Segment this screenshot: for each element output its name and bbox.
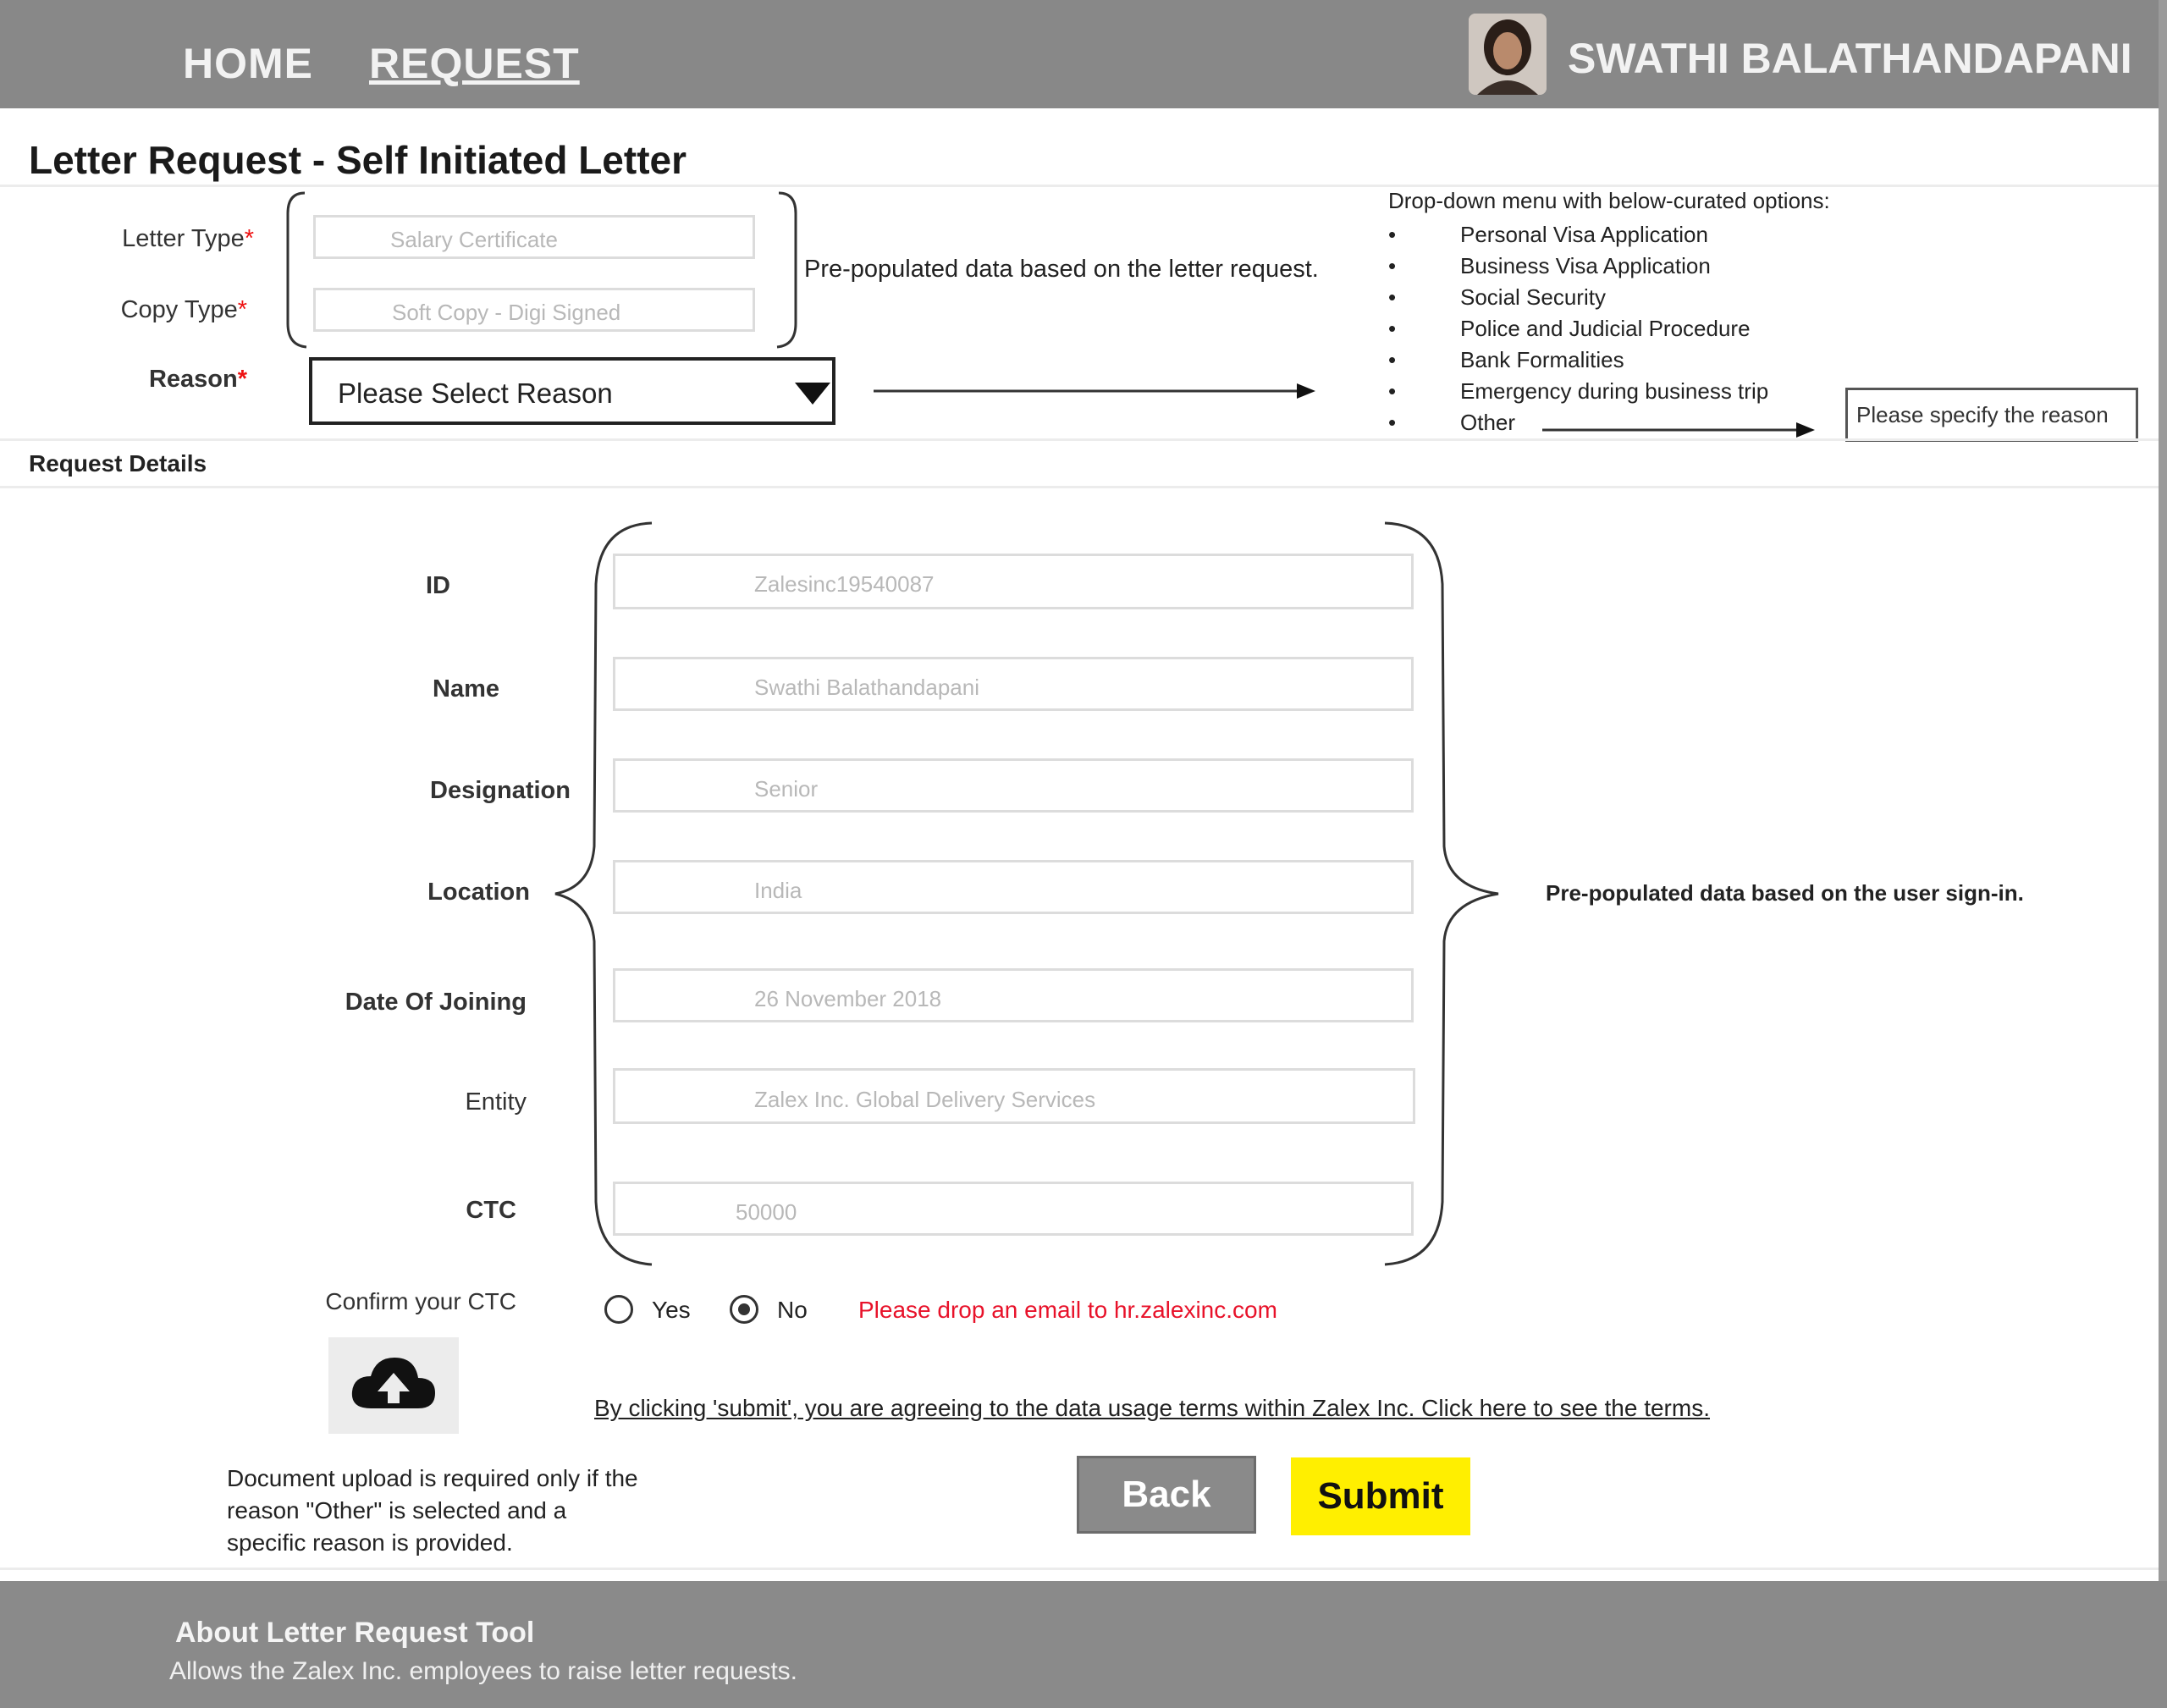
user-avatar[interactable] [1469, 14, 1547, 95]
date-of-joining-label: Date Of Joining [345, 989, 527, 1016]
designation-field[interactable]: Senior [613, 758, 1414, 813]
option-item: • Business Visa Application [1388, 251, 1830, 282]
footer-title: About Letter Request Tool [175, 1617, 535, 1649]
id-label: ID [426, 572, 450, 599]
details-bracket [542, 508, 1524, 1270]
designation-label: Designation [430, 777, 571, 804]
divider [0, 486, 2159, 488]
confirm-ctc-no-label: No [777, 1297, 808, 1323]
arrow-to-options [872, 381, 1321, 401]
submit-button[interactable]: Submit [1291, 1457, 1470, 1535]
confirm-ctc-yes-radio[interactable] [604, 1295, 633, 1324]
divider [0, 438, 2159, 441]
terms-link[interactable]: By clicking 'submit', you are agreeing to the data usage terms within Zalex Inc. Click here to see the terms. [594, 1395, 1710, 1421]
entity-label: Entity [465, 1088, 527, 1116]
nav-request-link[interactable]: REQUEST [369, 40, 580, 87]
confirm-ctc-no-radio[interactable] [730, 1295, 758, 1324]
name-field[interactable]: Swathi Balathandapani [613, 657, 1414, 711]
ctc-field[interactable]: 50000 [613, 1182, 1414, 1236]
confirm-ctc-yes-label: Yes [652, 1297, 691, 1323]
option-item: • Emergency during business trip [1388, 376, 1830, 407]
copy-type-field[interactable]: Soft Copy - Digi Signed [313, 288, 755, 332]
reason-label: Reason* [148, 366, 247, 393]
entity-field[interactable]: Zalex Inc. Global Delivery Services [613, 1068, 1415, 1124]
copy-type-label: Copy Type* [120, 296, 247, 323]
letter-fields-bracket [279, 188, 804, 354]
letter-prepopulated-note: Pre-populated data based on the letter request. [804, 256, 1319, 283]
user-name[interactable]: SWATHI BALATHANDAPANI [1568, 35, 2132, 82]
options-heading: Drop-down menu with below-curated options: [1388, 188, 1830, 213]
chevron-down-icon [795, 381, 830, 406]
back-button[interactable]: Back [1077, 1456, 1256, 1534]
footer-subtitle: Allows the Zalex Inc. employees to raise letter requests. [169, 1657, 798, 1685]
id-field[interactable]: Zalesinc19540087 [613, 554, 1414, 609]
option-item: • Bank Formalities [1388, 344, 1830, 376]
ctc-warning-text[interactable]: Please drop an email to hr.zalexinc.com [858, 1297, 1277, 1323]
arrow-to-specify [1541, 420, 1818, 440]
ctc-label: CTC [466, 1197, 516, 1224]
page-title: Letter Request - Self Initiated Letter [29, 138, 687, 182]
divider [0, 185, 2159, 187]
request-details-heading: Request Details [29, 450, 207, 477]
upload-button[interactable] [328, 1337, 459, 1434]
reason-dropdown[interactable] [309, 357, 835, 425]
nav-home-link[interactable]: HOME [183, 40, 313, 87]
upload-note: Document upload is required only if the reason "Other" is selected and a specific reason is provided. [227, 1465, 638, 1556]
letter-type-field[interactable]: Salary Certificate [313, 215, 755, 259]
window-edge [2159, 0, 2167, 1708]
location-field[interactable]: India [613, 860, 1414, 914]
name-label: Name [433, 675, 499, 702]
options-list [1388, 219, 1830, 438]
location-label: Location [427, 879, 530, 906]
user-prepopulated-note: Pre-populated data based on the user sign-in. [1546, 880, 2024, 906]
cloud-upload-icon [347, 1349, 440, 1422]
specify-reason-input[interactable]: Please specify the reason [1845, 388, 2138, 442]
reason-placeholder: Please Select Reason [338, 377, 613, 409]
option-item: • Social Security [1388, 282, 1830, 313]
letter-type-label: Letter Type* [122, 225, 254, 252]
option-item: • Other [1388, 407, 1830, 438]
reason-options-note [1388, 188, 1830, 438]
divider [0, 1568, 2159, 1570]
option-item: • Personal Visa Application [1388, 219, 1830, 251]
option-item: • Police and Judicial Procedure [1388, 313, 1830, 344]
date-of-joining-field[interactable]: 26 November 2018 [613, 968, 1414, 1022]
confirm-ctc-label: Confirm your CTC [325, 1288, 516, 1314]
